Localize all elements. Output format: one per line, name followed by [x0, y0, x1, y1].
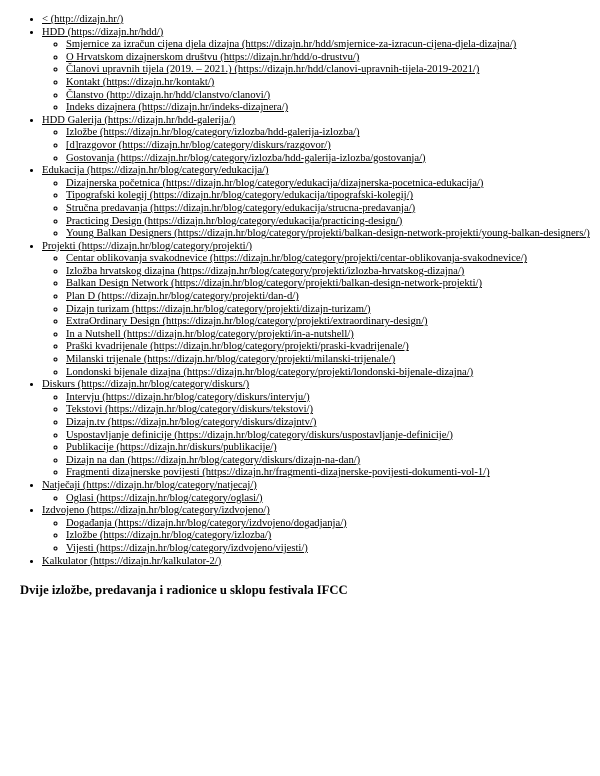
nav-link-url: (https://dizajn.hr/blog/category/projekti/) [78, 240, 253, 252]
nav-item-projekti-praski-kvadrijenale [66, 341, 600, 354]
nav-link-label: In a Nutshell [66, 328, 121, 340]
nav-link-label: Tekstovi [66, 404, 103, 416]
nav-link-projekti-in-a-nutshell[interactable] [66, 329, 354, 340]
nav-link-edukacija[interactable] [42, 165, 269, 176]
nav-link-projekti-izlozba-hrvatskog-dizajna[interactable] [66, 266, 464, 277]
nav-item-hdd-galerija-d-razgovor [66, 140, 600, 153]
submenu-izdvojeno [42, 518, 600, 556]
nav-item-hdd-smjernice-za-izracun-cijena-djela-dizajna [66, 39, 600, 52]
nav-link-url: (https://dizajn.hr/indeks-dizajnera/) [138, 102, 289, 114]
main-navigation [0, 14, 600, 568]
nav-link-diskurs-fragmenti-dizajnerske-povijesti[interactable] [66, 467, 490, 478]
nav-item-diskurs-uspostavljanje-definicije [66, 430, 600, 443]
nav-link-hdd-indeks-dizajnera[interactable] [66, 102, 288, 113]
submenu-hdd [42, 39, 600, 115]
nav-item-hdd-indeks-dizajnera [66, 102, 600, 115]
nav-item-diskurs-tekstovi [66, 404, 600, 417]
nav-link-url: (https://dizajn.hr/blog/category/edukacija/) [87, 165, 269, 177]
nav-item-home [42, 14, 600, 27]
nav-link-projekti-milanski-trijenale[interactable] [66, 354, 395, 365]
nav-link-url: (https://dizajn.hr/blog/category/edukacija/strucna-predavanja/) [150, 202, 416, 214]
nav-link-url: (https://dizajn.hr/blog/category/projekti/in-a-nutshell/) [123, 328, 354, 340]
nav-item-hdd-galerija [42, 115, 600, 165]
nav-item-hdd-kontakt [66, 77, 600, 90]
nav-link-diskurs-tekstovi[interactable] [66, 404, 313, 415]
nav-link-url: (https://dizajn.hr/blog/category/diskurs/razgovor/) [118, 139, 331, 151]
nav-link-label: Natječaji [42, 479, 81, 491]
article-title: Dvije izložbe, predavanja i radionice u sklopu festivala IFCC [20, 583, 348, 598]
nav-link-label: Dizajn na dan [66, 454, 125, 466]
nav-link-label: Izložbe [66, 530, 98, 542]
nav-item-edukacija-young-balkan-designers [66, 228, 600, 241]
nav-link-hdd-smjernice-za-izracun-cijena-djela-dizajna[interactable] [66, 39, 516, 50]
nav-link-url: (https://dizajn.hr/blog/category/izdvojeno/vijesti/) [96, 542, 308, 554]
nav-link-diskurs[interactable] [42, 379, 249, 390]
nav-link-url: (https://dizajn.hr/blog/category/izlozba/hdd-galerija-izlozba/) [99, 127, 360, 139]
nav-link-hdd-galerija-d-razgovor[interactable] [66, 140, 331, 151]
nav-item-projekti-londonski-bijenale-dizajna [66, 367, 600, 380]
nav-item-natjecaji-oglasi [66, 493, 600, 506]
nav-link-label: [d]razgovor [66, 139, 116, 151]
nav-link-izdvojeno-vijesti[interactable] [66, 543, 308, 554]
nav-link-url: (https://dizajn.hr/blog/category/diskurs/tekstovi/) [105, 404, 314, 416]
nav-item-izdvojeno [42, 505, 600, 555]
nav-link-projekti-londonski-bijenale-dizajna[interactable] [66, 367, 473, 378]
nav-link-label: Diskurs [42, 379, 75, 391]
nav-link-label: Balkan Design Network [66, 278, 169, 290]
nav-item-projekti-centar-oblikovanja-svakodnevice [66, 253, 600, 266]
nav-link-label: Vijesti [66, 542, 94, 554]
nav-link-label: Dizajn turizam [66, 303, 130, 315]
nav-item-hdd-clanovi-upravnih-tijela-2019-2021 [66, 64, 600, 77]
nav-link-edukacija-strucna-predavanja[interactable] [66, 203, 415, 214]
nav-link-diskurs-dizajn-na-dan[interactable] [66, 455, 360, 466]
nav-link-natjecaji-oglasi[interactable] [66, 493, 263, 504]
nav-list [0, 14, 600, 568]
nav-link-edukacija-dizajnerska-pocetnica[interactable] [66, 178, 483, 189]
nav-link-url: (https://dizajn.hr/blog/category/edukacija/tipografski-kolegij/) [149, 190, 414, 202]
nav-link-label: Fragmenti dizajnerske povijesti [66, 467, 200, 479]
nav-link-label: Dizajn.tv [66, 417, 106, 428]
nav-item-projekti-milanski-trijenale [66, 354, 600, 367]
submenu-natjecaji [42, 493, 600, 506]
nav-item-edukacija-tipografski-kolegij [66, 190, 600, 203]
nav-link-label: Događanja [66, 517, 112, 529]
nav-link-projekti-plan-d[interactable] [66, 291, 299, 302]
nav-item-izdvojeno-vijesti [66, 543, 600, 556]
nav-link-label: Stručna predavanja [66, 202, 148, 214]
nav-item-edukacija [42, 165, 600, 241]
nav-link-url: (https://dizajn.hr/blog/category/projekti/balkan-design-network-projekti/) [171, 278, 483, 290]
nav-link-url: (https://dizajn.hr/hdd-galerija/) [104, 114, 236, 126]
nav-link-label: Izložba hrvatskog dizajna [66, 265, 175, 277]
nav-link-url: (https://dizajn.hr/blog/category/projekti/balkan-design-network-projekti/young-balkan-designers/) [174, 228, 590, 240]
nav-link-url: (https://dizajn.hr/hdd/clanovi-upravnih-tijela-2019-2021/) [234, 64, 480, 76]
submenu-edukacija [42, 178, 600, 241]
nav-link-url: (https://dizajn.hr/blog/category/projekti/centar-oblikovanja-svakodnevice/) [209, 253, 528, 265]
nav-link-hdd-galerija[interactable] [42, 115, 235, 126]
nav-link-url: (https://dizajn.hr/blog/category/projekti/milanski-trijenale/) [143, 354, 396, 366]
nav-link-url: (https://dizajn.hr/blog/category/diskurs/intervju/) [102, 391, 310, 403]
nav-link-label: Kontakt [66, 76, 101, 88]
nav-link-label: Članstvo [66, 89, 104, 101]
nav-link-label: Kalkulator [42, 555, 88, 567]
nav-item-projekti-izlozba-hrvatskog-dizajna [66, 266, 600, 279]
nav-link-hdd[interactable] [42, 27, 163, 38]
nav-link-label: Intervju [66, 391, 100, 403]
nav-link-label: Plan D [66, 291, 96, 303]
submenu-diskurs [42, 392, 600, 480]
nav-item-kalkulator [42, 556, 600, 569]
nav-link-url: (https://dizajn.hr/blog/category/projekti/dan-d/) [97, 291, 299, 303]
nav-link-url: (https://dizajn.hr/blog/category/projekti/londonski-bijenale-dizajna/) [183, 366, 474, 378]
nav-link-label: O Hrvatskom dizajnerskom društvu [66, 51, 218, 63]
nav-link-url: (http://dizajn.hr/) [50, 14, 124, 25]
nav-link-label: Milanski trijenale [66, 354, 142, 366]
nav-item-hdd-galerija-izlozbe [66, 127, 600, 140]
nav-item-hdd [42, 27, 600, 115]
nav-link-label: Young Balkan Designers [66, 228, 172, 240]
nav-item-hdd-galerija-gostovanja [66, 153, 600, 166]
nav-item-izdvojeno-izlozbe [66, 530, 600, 543]
nav-link-label: Indeks dizajnera [66, 102, 136, 114]
nav-item-edukacija-strucna-predavanja [66, 203, 600, 216]
nav-link-url: (https://dizajn.hr/blog/category/izdvojeno/) [87, 505, 270, 517]
nav-link-diskurs-intervju[interactable] [66, 392, 310, 403]
nav-link-label: Projekti [42, 240, 76, 252]
nav-link-url: (https://dizajn.hr/blog/category/izlozba/hdd-galerija-izlozba/gostovanja/) [116, 152, 426, 164]
nav-link-label: Smjernice za izračun cijena djela dizajna [66, 39, 240, 51]
nav-link-url: (https://dizajn.hr/diskurs/publikacije/) [116, 442, 277, 454]
nav-link-url: (https://dizajn.hr/blog/category/izdvojeno/dogadjanja/) [114, 517, 347, 529]
nav-link-projekti-extraordinary-design[interactable] [66, 316, 428, 327]
nav-link-url: (https://dizajn.hr/blog/category/izlozba/) [99, 530, 272, 542]
nav-link-projekti[interactable] [42, 241, 252, 252]
nav-link-hdd-galerija-gostovanja[interactable] [66, 153, 426, 164]
nav-link-kalkulator[interactable] [42, 556, 221, 567]
nav-link-url: (https://dizajn.hr/blog/category/projekti/izlozba-hrvatskog-dizajna/) [177, 265, 465, 277]
nav-link-label: Uspostavljanje definicije [66, 429, 172, 441]
nav-link-hdd-kontakt[interactable] [66, 77, 214, 88]
nav-item-edukacija-dizajnerska-pocetnica [66, 178, 600, 191]
nav-item-projekti-extraordinary-design [66, 316, 600, 329]
nav-link-label: Oglasi [66, 492, 94, 504]
nav-link-diskurs-dizajn-tv[interactable] [66, 417, 316, 428]
nav-link-label: ExtraOrdinary Design [66, 316, 160, 328]
nav-link-label: Praški kvadrijenale [66, 341, 148, 353]
nav-link-url: (https://dizajn.hr/blog/category/projekti/praski-kvadrijenale/) [150, 341, 409, 353]
nav-link-label: Centar oblikovanja svakodnevice [66, 253, 208, 265]
nav-link-projekti-praski-kvadrijenale[interactable] [66, 341, 409, 352]
nav-link-url: (https://dizajn.hr/kontakt/) [102, 76, 215, 88]
nav-link-label: Gostovanja [66, 152, 115, 164]
nav-link-label: HDD Galerija [42, 114, 102, 126]
nav-link-natjecaji[interactable] [42, 480, 257, 491]
nav-link-url: (https://dizajn.hr/blog/category/natjecaj/) [82, 479, 257, 491]
nav-link-url: (https://dizajn.hr/blog/category/diskurs/dizajntv/) [107, 417, 317, 428]
nav-link-url: (https://dizajn.hr/blog/category/diskurs/) [77, 379, 250, 391]
nav-item-diskurs-dizajn-tv [66, 417, 600, 430]
nav-link-url: (https://dizajn.hr/hdd/) [67, 26, 164, 38]
nav-link-label: < [42, 14, 48, 25]
submenu-projekti [42, 253, 600, 379]
nav-link-projekti-balkan-design-network[interactable] [66, 278, 482, 289]
nav-link-label: Publikacije [66, 442, 114, 454]
nav-link-url: (https://dizajn.hr/blog/category/diskurs/uspostavljanje-definicije/) [174, 429, 453, 441]
nav-link-url: (http://dizajn.hr/hdd/clanstvo/clanovi/) [106, 89, 271, 101]
nav-link-label: Tipografski kolegij [66, 190, 148, 202]
nav-item-diskurs [42, 379, 600, 480]
nav-link-url: (https://dizajn.hr/hdd/smjernice-za-izracun-cijena-djela-dizajna/) [241, 39, 517, 51]
nav-link-projekti-dizajn-turizam[interactable] [66, 304, 371, 315]
nav-link-url: (https://dizajn.hr/fragmenti-dizajnerske-povijesti-dokumenti-vol-1/) [202, 467, 490, 479]
nav-link-url: (https://dizajn.hr/blog/category/projekti/dizajn-turizam/) [131, 303, 371, 315]
nav-link-hdd-clanovi-upravnih-tijela-2019-2021[interactable] [66, 64, 479, 75]
nav-link-label: Practicing Design [66, 215, 142, 227]
nav-link-hdd-o-hrvatskom-dizajnerskom-drustvu[interactable] [66, 52, 359, 63]
nav-link-url: (https://dizajn.hr/blog/category/diskurs/dizajn-na-dan/) [127, 454, 361, 466]
nav-item-projekti-in-a-nutshell [66, 329, 600, 342]
nav-item-natjecaji [42, 480, 600, 505]
nav-link-label: Londonski bijenale dizajna [66, 366, 181, 378]
nav-item-hdd-clanstvo [66, 90, 600, 103]
nav-link-url: (https://dizajn.hr/blog/category/edukacija/dizajnerska-pocetnica-edukacija/) [162, 177, 484, 189]
nav-item-hdd-o-hrvatskom-dizajnerskom-drustvu [66, 52, 600, 65]
nav-link-url: (https://dizajn.hr/blog/category/oglasi/) [96, 492, 263, 504]
nav-item-projekti-plan-d [66, 291, 600, 304]
nav-item-edukacija-practicing-design [66, 216, 600, 229]
nav-link-label: Edukacija [42, 165, 85, 177]
nav-item-diskurs-publikacije [66, 442, 600, 455]
nav-item-diskurs-dizajn-na-dan [66, 455, 600, 468]
nav-link-hdd-galerija-izlozbe[interactable] [66, 127, 360, 138]
nav-link-url: (https://dizajn.hr/hdd/o-drustvu/) [220, 51, 360, 63]
submenu-hdd-galerija [42, 127, 600, 165]
nav-link-diskurs-uspostavljanje-definicije[interactable] [66, 430, 453, 441]
nav-link-edukacija-young-balkan-designers[interactable] [66, 228, 590, 239]
nav-item-projekti-dizajn-turizam [66, 304, 600, 317]
nav-link-label: Članovi upravnih tijela (2019. – 2021.) [66, 64, 232, 76]
nav-link-url: (https://dizajn.hr/blog/category/edukacija/practicing-design/) [144, 215, 403, 227]
nav-link-label: Izdvojeno [42, 505, 85, 517]
nav-item-diskurs-fragmenti-dizajnerske-povijesti [66, 467, 600, 480]
nav-item-diskurs-intervju [66, 392, 600, 405]
nav-link-home[interactable] [42, 14, 123, 25]
nav-link-hdd-clanstvo[interactable] [66, 90, 270, 101]
nav-item-izdvojeno-doga-anja [66, 518, 600, 531]
nav-link-url: (https://dizajn.hr/kalkulator-2/) [89, 555, 222, 567]
nav-link-diskurs-publikacije[interactable] [66, 442, 277, 453]
nav-item-projekti-balkan-design-network [66, 278, 600, 291]
nav-link-edukacija-tipografski-kolegij[interactable] [66, 190, 413, 201]
nav-link-projekti-centar-oblikovanja-svakodnevice[interactable] [66, 253, 527, 264]
nav-item-projekti [42, 241, 600, 380]
nav-link-izdvojeno-izlozbe[interactable] [66, 530, 271, 541]
nav-link-izdvojeno-doga-anja[interactable] [66, 518, 347, 529]
nav-link-label: HDD [42, 26, 65, 38]
nav-link-label: Dizajnerska početnica [66, 177, 160, 189]
nav-link-label: Izložbe [66, 127, 98, 139]
nav-link-edukacija-practicing-design[interactable] [66, 216, 402, 227]
nav-link-url: (https://dizajn.hr/blog/category/projekti/extraordinary-design/) [162, 316, 428, 328]
nav-link-izdvojeno[interactable] [42, 505, 270, 516]
